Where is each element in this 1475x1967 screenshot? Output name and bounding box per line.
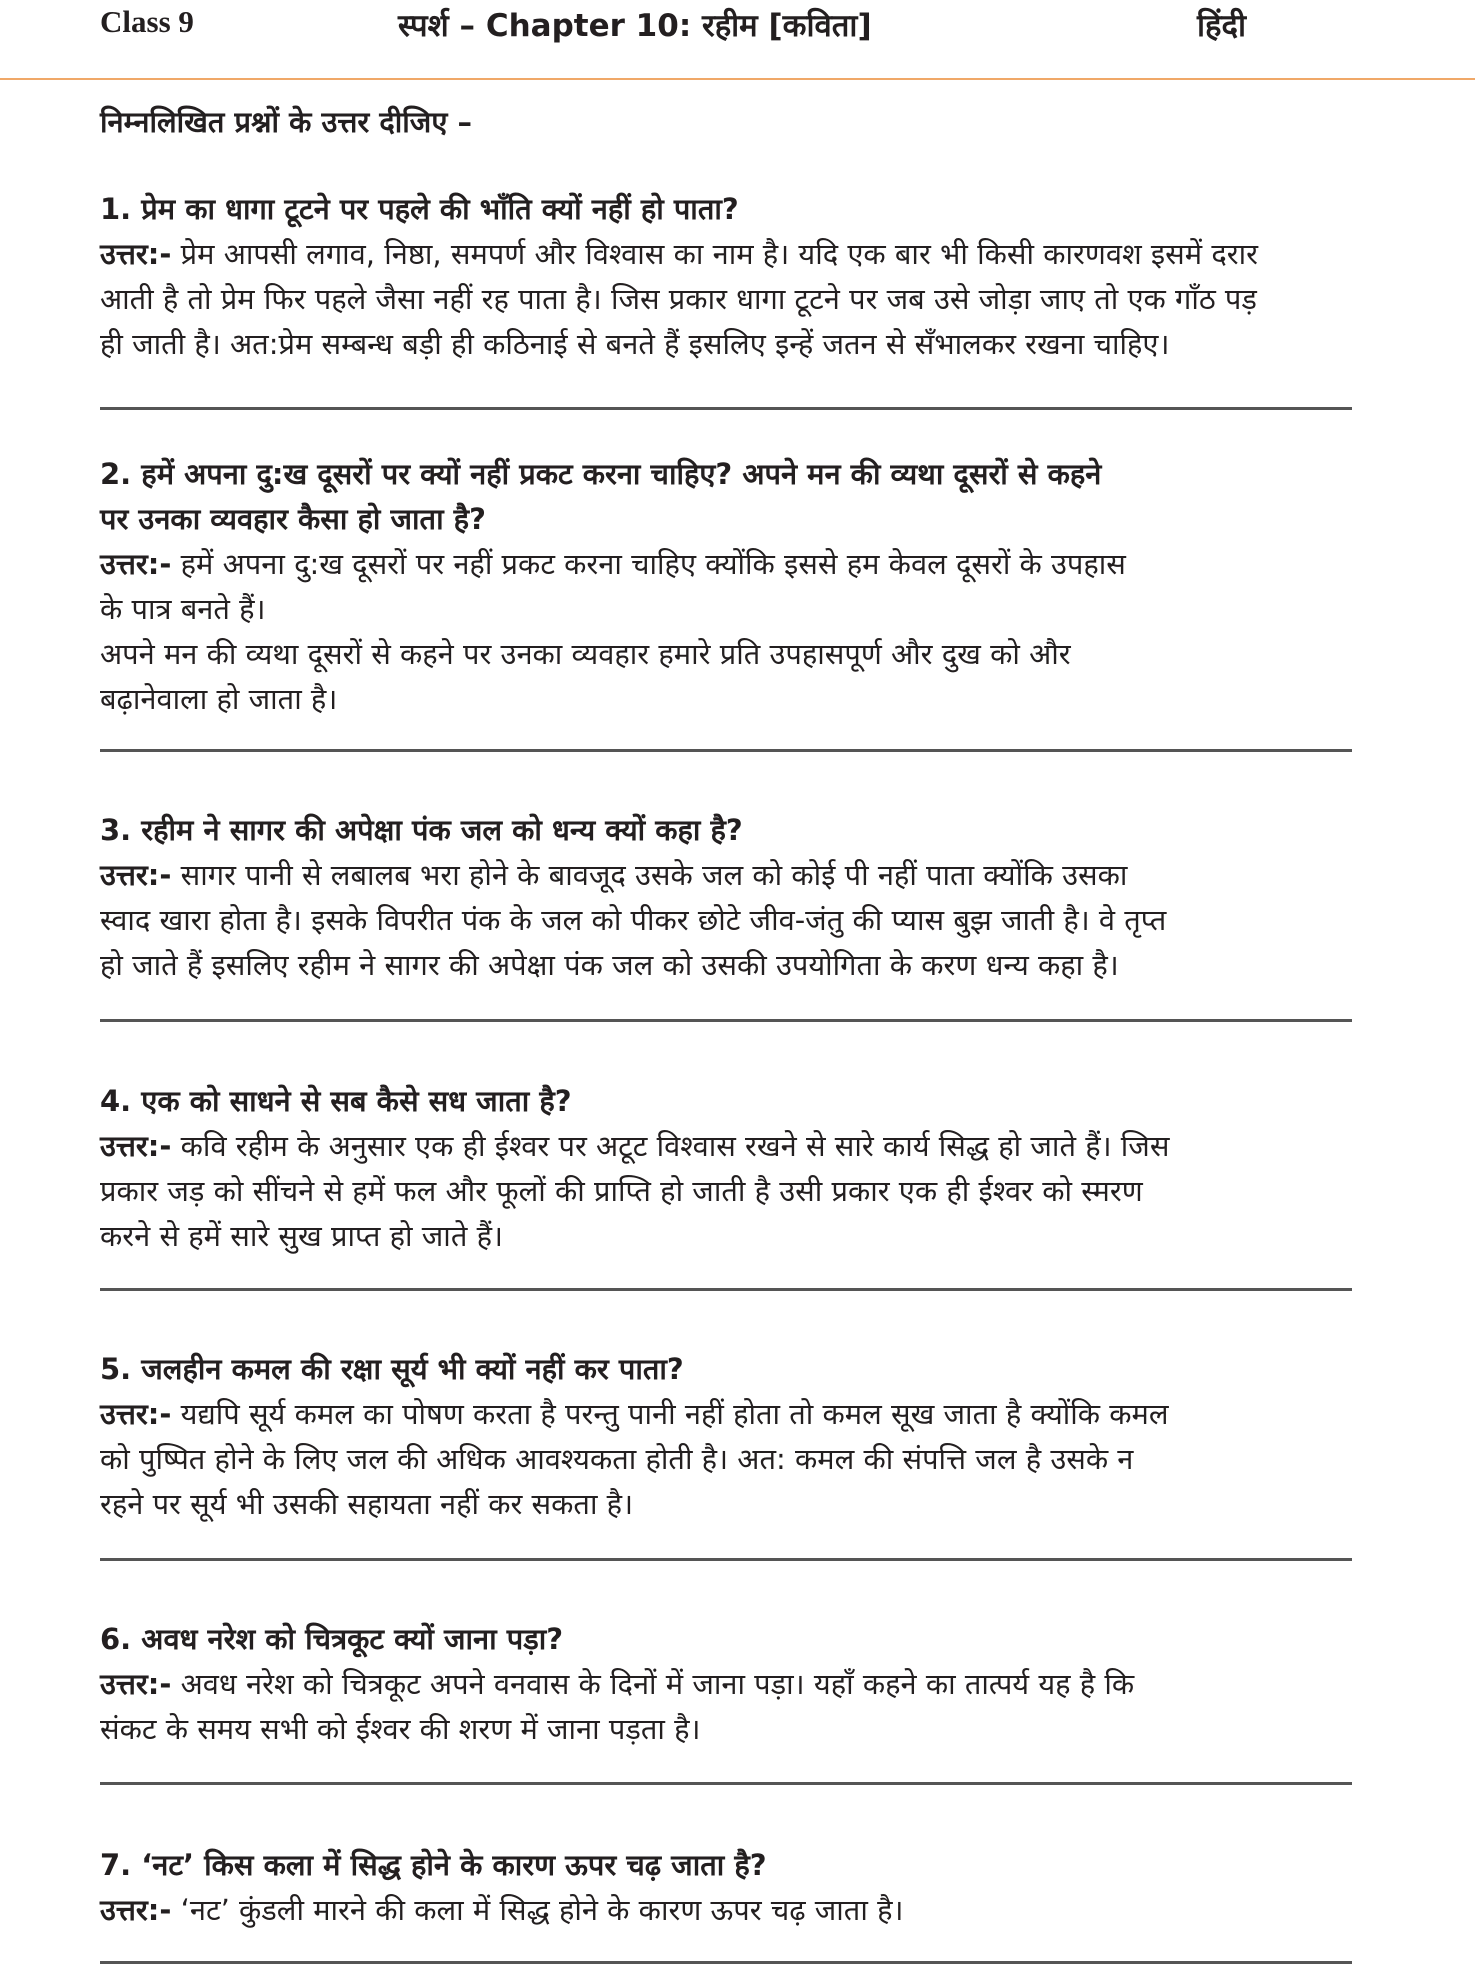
question-text: 6. अवध नरेश को चित्रकूट क्यों जाना पड़ा? [100, 1622, 564, 1656]
answer-line: को पुष्पित होने के लिए जल की अधिक आवश्यकता होती है। अत: कमल की संपत्ति जल है उसके न [100, 1442, 1134, 1476]
answer-label: उत्तर:- [100, 1397, 172, 1431]
answer-line: स्वाद खारा होता है। इसके विपरीत पंक के जल को पीकर छोटे जीव-जंतु की प्यास बुझ जाती है। वे तृप्त [100, 903, 1167, 937]
section-divider [100, 1558, 1352, 1561]
question-text: 2. हमें अपना दु:ख दूसरों पर क्यों नहीं प्रकट करना चाहिए? अपने मन की व्यथा दूसरों से कहने [100, 457, 1102, 491]
section-divider [100, 407, 1352, 410]
header-divider [0, 78, 1475, 80]
qa-block-5 [100, 1347, 1352, 1527]
qa-block-3 [100, 808, 1352, 988]
qa-block-4 [100, 1079, 1352, 1259]
answer-line: उत्तर:- ‘नट’ कुंडली मारने की कला में सिद्ध होने के कारण ऊपर चढ़ जाता है। [100, 1893, 904, 1927]
section-divider [100, 1782, 1352, 1785]
answer-line: ही जाती है। अत:प्रेम सम्बन्ध बड़ी ही कठिनाई से बनते हैं इसलिए इन्हें जतन से सँभालकर रखना चाहिए। [100, 327, 1170, 361]
answer-line: करने से हमें सारे सुख प्राप्त हो जाते हैं। [100, 1219, 503, 1253]
answer-line: अपने मन की व्यथा दूसरों से कहने पर उनका व्यवहार हमारे प्रति उपहासपूर्ण और दुख को और [100, 637, 1071, 671]
answer-line: उत्तर:- सागर पानी से लबालब भरा होने के बावजूद उसके जल को कोई पी नहीं पाता क्योंकि उसका [100, 858, 1128, 892]
chapter-title: स्पर्श – Chapter 10: रहीम [कविता] [398, 8, 872, 44]
section-divider [100, 1288, 1352, 1291]
qa-block-7 [100, 1843, 1352, 1933]
qa-block-6 [100, 1617, 1352, 1752]
answer-line: बढ़ानेवाला हो जाता है। [100, 682, 338, 716]
answer-line: उत्तर:- कवि रहीम के अनुसार एक ही ईश्वर पर अटूट विश्वास रखने से सारे कार्य सिद्ध हो जाते हैं। जिस [100, 1129, 1170, 1163]
question-text: 3. रहीम ने सागर की अपेक्षा पंक जल को धन्य क्यों कहा है? [100, 813, 743, 847]
question-text: 1. प्रेम का धागा टूटने पर पहले की भाँति क्यों नहीं हो पाता? [100, 192, 739, 226]
question-text: 4. एक को साधने से सब कैसे सध जाता है? [100, 1084, 572, 1118]
class-label: Class 9 [100, 4, 194, 39]
question-text: 7. ‘नट’ किस कला में सिद्ध होने के कारण ऊपर चढ़ जाता है? [100, 1848, 767, 1882]
answer-line: के पात्र बनते हैं। [100, 592, 266, 626]
answer-line: आती है तो प्रेम फिर पहले जैसा नहीं रह पाता है। जिस प्रकार धागा टूटने पर जब उसे जोड़ा जाए तो एक गाँठ पड़ [100, 282, 1257, 316]
answer-line: उत्तर:- अवध नरेश को चित्रकूट अपने वनवास के दिनों में जाना पड़ा। यहाँ कहने का तात्पर्य यह है कि [100, 1667, 1135, 1701]
answer-label: उत्तर:- [100, 858, 172, 892]
qa-block-1 [100, 187, 1352, 367]
answer-line: उत्तर:- प्रेम आपसी लगाव, निष्ठा, समपर्ण और विश्वास का नाम है। यदि एक बार भी किसी कारणवश इसमें दरार [100, 237, 1258, 271]
answer-label: उत्तर:- [100, 237, 172, 271]
answer-label: उत्तर:- [100, 1129, 172, 1163]
answer-label: उत्तर:- [100, 1893, 172, 1927]
answer-line: प्रकार जड़ को सींचने से हमें फल और फूलों की प्राप्ति हो जाती है उसी प्रकार एक ही ईश्वर को स्मरण [100, 1174, 1143, 1208]
section-divider [100, 1019, 1352, 1022]
section-divider [100, 749, 1352, 752]
answer-label: उत्तर:- [100, 1667, 172, 1701]
instructions: निम्नलिखित प्रश्नों के उत्तर दीजिए – [100, 105, 472, 139]
question-text: 5. जलहीन कमल की रक्षा सूर्य भी क्यों नहीं कर पाता? [100, 1352, 684, 1386]
answer-line: हो जाते हैं इसलिए रहीम ने सागर की अपेक्षा पंक जल को उसकी उपयोगिता के करण धन्य कहा है। [100, 948, 1119, 982]
subject-label: हिंदी [1197, 8, 1246, 44]
answer-line: उत्तर:- यद्यपि सूर्य कमल का पोषण करता है परन्तु पानी नहीं होता तो कमल सूख जाता है क्योंकि कमल [100, 1397, 1169, 1431]
answer-line: संकट के समय सभी को ईश्वर की शरण में जाना पड़ता है। [100, 1712, 701, 1746]
answer-line: रहने पर सूर्य भी उसकी सहायता नहीं कर सकता है। [100, 1487, 634, 1521]
question-text: पर उनका व्यवहार कैसा हो जाता है? [100, 502, 486, 536]
answer-label: उत्तर:- [100, 547, 172, 581]
section-divider [100, 1961, 1352, 1964]
qa-block-2 [100, 452, 1352, 722]
answer-line: उत्तर:- हमें अपना दु:ख दूसरों पर नहीं प्रकट करना चाहिए क्योंकि इससे हम केवल दूसरों के उपहास [100, 547, 1126, 581]
